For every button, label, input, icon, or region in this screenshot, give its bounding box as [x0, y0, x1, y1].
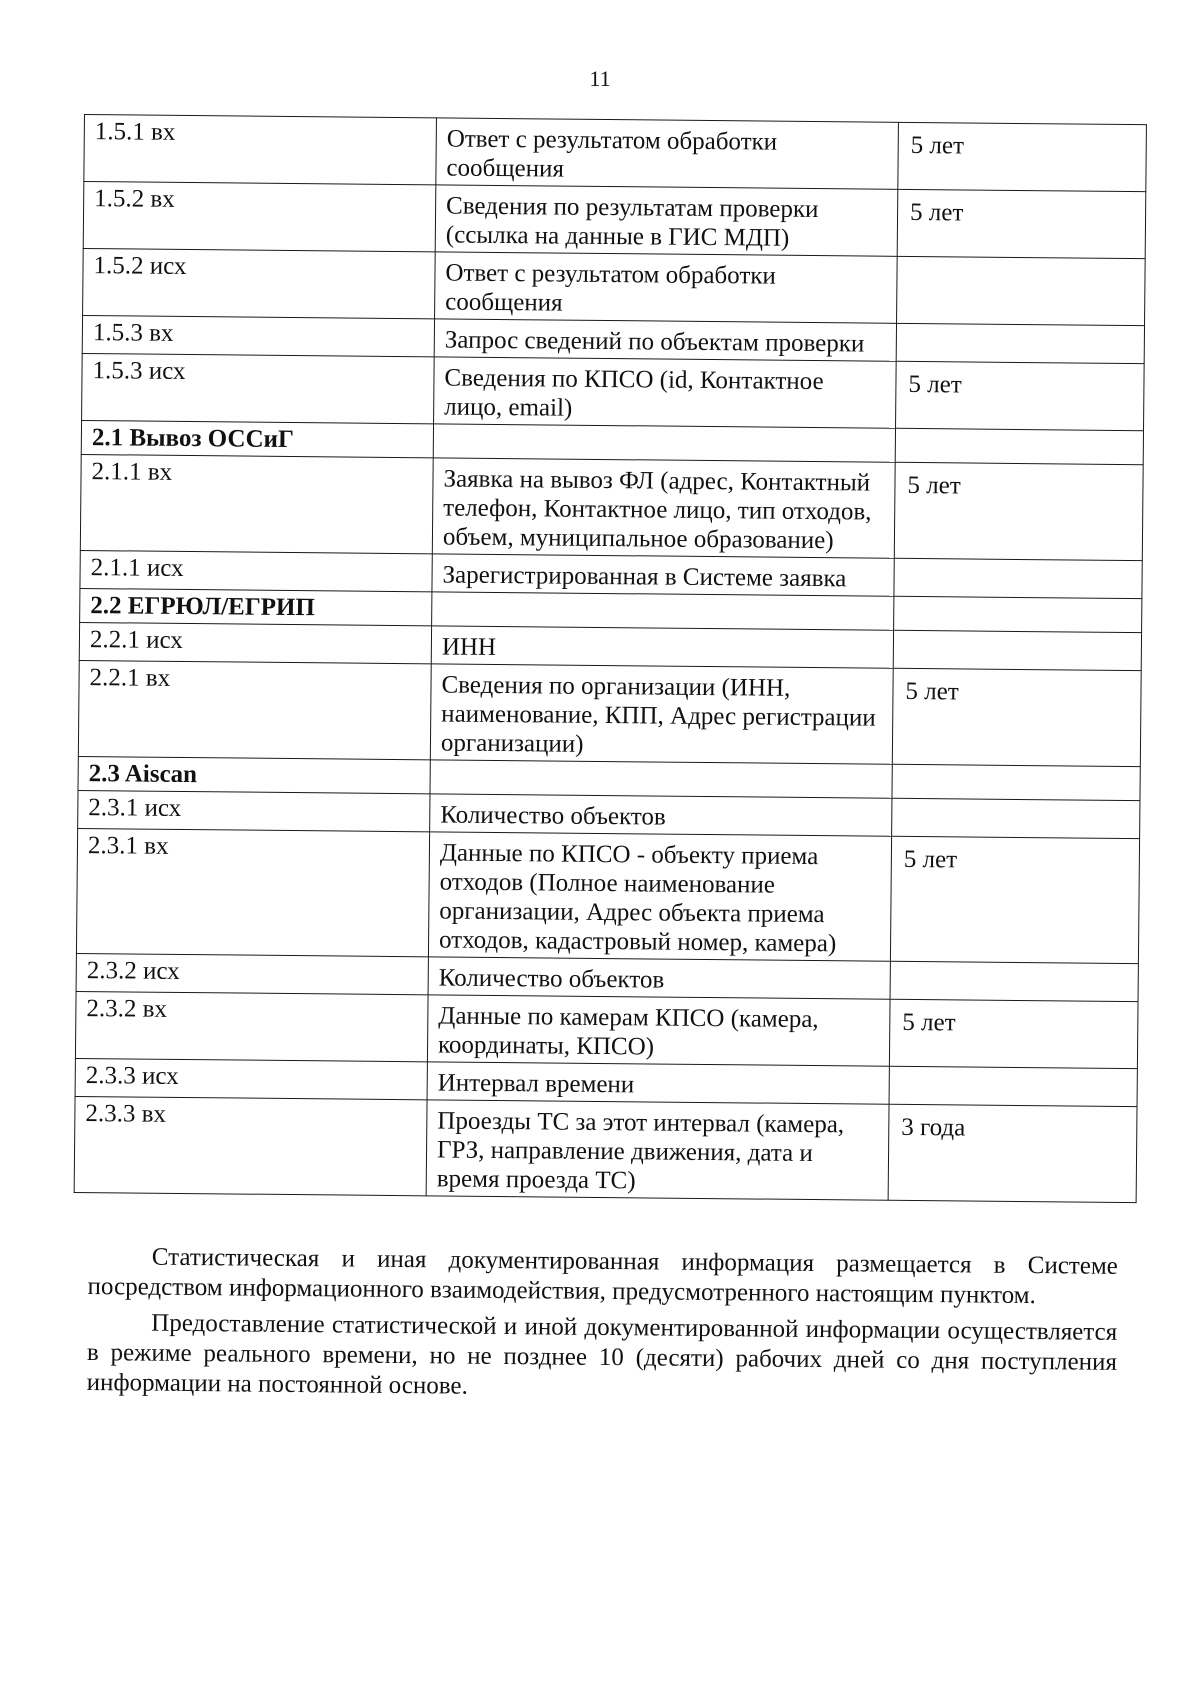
retention-period-cell: 3 года: [888, 1104, 1137, 1202]
code-cell: 2.3.3 вх: [74, 1096, 427, 1195]
description-cell: Сведения по КПСО (id, Контактное лицо, email): [434, 357, 897, 428]
retention-period-cell: [890, 961, 1138, 1001]
table-row: [82, 353, 1145, 430]
retention-period-cell: 5 лет: [892, 668, 1141, 766]
section-title: 2.3 Aiscan: [78, 756, 430, 793]
description-cell: Ответ с результатом обработки сообщения: [436, 118, 899, 189]
table-row: [74, 1096, 1137, 1202]
table-body: [74, 115, 1146, 1203]
code-cell: 1.5.1 вх: [84, 115, 437, 185]
code-cell: 2.3.1 исх: [78, 790, 430, 831]
code-cell: 1.5.2 вх: [83, 182, 436, 252]
retention-period-cell: [897, 256, 1146, 325]
data-exchange-table-wrapper: [74, 114, 1146, 1203]
paragraph-provision-terms: Предоставление статистической и иной документированной информации осуществляется в режиме реального времени, но не позднее 10 (десяти) рабочих дней со дня поступления информации на постоянной основе.: [86, 1309, 1118, 1400]
paragraph-statistical-info: Статистическая и иная документированная информация размещается в Системе посредством информационного взаимодействия, предусмотренного настоящим пунктом.: [87, 1243, 1118, 1310]
data-exchange-table: [74, 114, 1147, 1203]
description-cell: Зарегистрированная в Системе заявка: [432, 554, 894, 596]
retention-period-cell: [892, 798, 1140, 838]
retention-period-cell: [894, 596, 1142, 632]
body-text: [86, 1242, 1118, 1414]
code-cell: 1.5.3 вх: [82, 315, 434, 356]
description-cell: [433, 424, 895, 462]
description-cell: ИНН: [431, 626, 893, 668]
retention-period-cell: [889, 1066, 1137, 1106]
description-cell: [432, 592, 894, 630]
description-cell: Данные по КПСО - объекту приема отходов (Полное наименование организации, Адрес объекта приема отходов, кадастровый номер, камера): [428, 832, 891, 961]
retention-period-cell: 5 лет: [898, 122, 1147, 191]
code-cell: 2.1.1 исх: [80, 550, 432, 591]
code-cell: 2.3.2 вх: [75, 991, 428, 1061]
table-row: [75, 991, 1138, 1068]
retention-period-cell: 5 лет: [890, 836, 1139, 963]
code-cell: 2.3.3 исх: [75, 1058, 427, 1099]
description-cell: Количество объектов: [430, 794, 892, 836]
table-row: [83, 248, 1146, 325]
retention-period-cell: [895, 428, 1143, 464]
retention-period-cell: [896, 323, 1144, 363]
page-number: 11: [589, 66, 611, 91]
retention-period-cell: 5 лет: [897, 189, 1146, 258]
description-cell: Ответ с результатом обработки сообщения: [435, 252, 898, 323]
description-cell: Сведения по результатам проверки (ссылка на данные в ГИС МДП): [435, 185, 898, 256]
description-cell: Количество объектов: [428, 957, 890, 999]
description-cell: Заявка на вывоз ФЛ (адрес, Контактный телефон, Контактное лицо, тип отходов, объем, муниципальное образование): [432, 458, 895, 558]
retention-period-cell: 5 лет: [894, 462, 1143, 560]
description-cell: Проезды ТС за этот интервал (камера, ГРЗ, направление движения, дата и время проезда ТС): [426, 1100, 889, 1200]
code-cell: 2.2.1 вх: [78, 660, 431, 759]
description-cell: Интервал времени: [427, 1062, 889, 1104]
section-title: 2.2 ЕГРЮЛ/ЕГРИП: [80, 588, 432, 625]
retention-period-cell: [892, 764, 1140, 800]
retention-period-cell: [893, 630, 1141, 670]
code-cell: 1.5.2 исх: [83, 248, 436, 318]
table-row: [80, 454, 1143, 560]
retention-period-cell: 5 лет: [896, 361, 1145, 430]
code-cell: 2.3.2 исх: [76, 953, 428, 994]
table-row: [76, 828, 1139, 963]
code-cell: 2.1.1 вх: [80, 454, 433, 553]
description-cell: Запрос сведений по объектам проверки: [434, 319, 896, 361]
code-cell: 2.2.1 исх: [79, 622, 431, 663]
description-cell: Данные по камерам КПСО (камера, координаты, КПСО): [427, 995, 890, 1066]
section-title: 2.1 Вывоз ОССиГ: [81, 420, 433, 457]
retention-period-cell: 5 лет: [889, 999, 1138, 1068]
table-row: [84, 115, 1147, 192]
table-row: [78, 660, 1141, 766]
code-cell: 2.3.1 вх: [76, 828, 429, 956]
description-cell: [430, 760, 892, 798]
description-cell: Сведения по организации (ИНН, наименование, КПП, Адрес регистрации организации): [430, 664, 893, 764]
table-row: [83, 182, 1146, 259]
code-cell: 1.5.3 исх: [82, 353, 435, 423]
retention-period-cell: [894, 558, 1142, 598]
